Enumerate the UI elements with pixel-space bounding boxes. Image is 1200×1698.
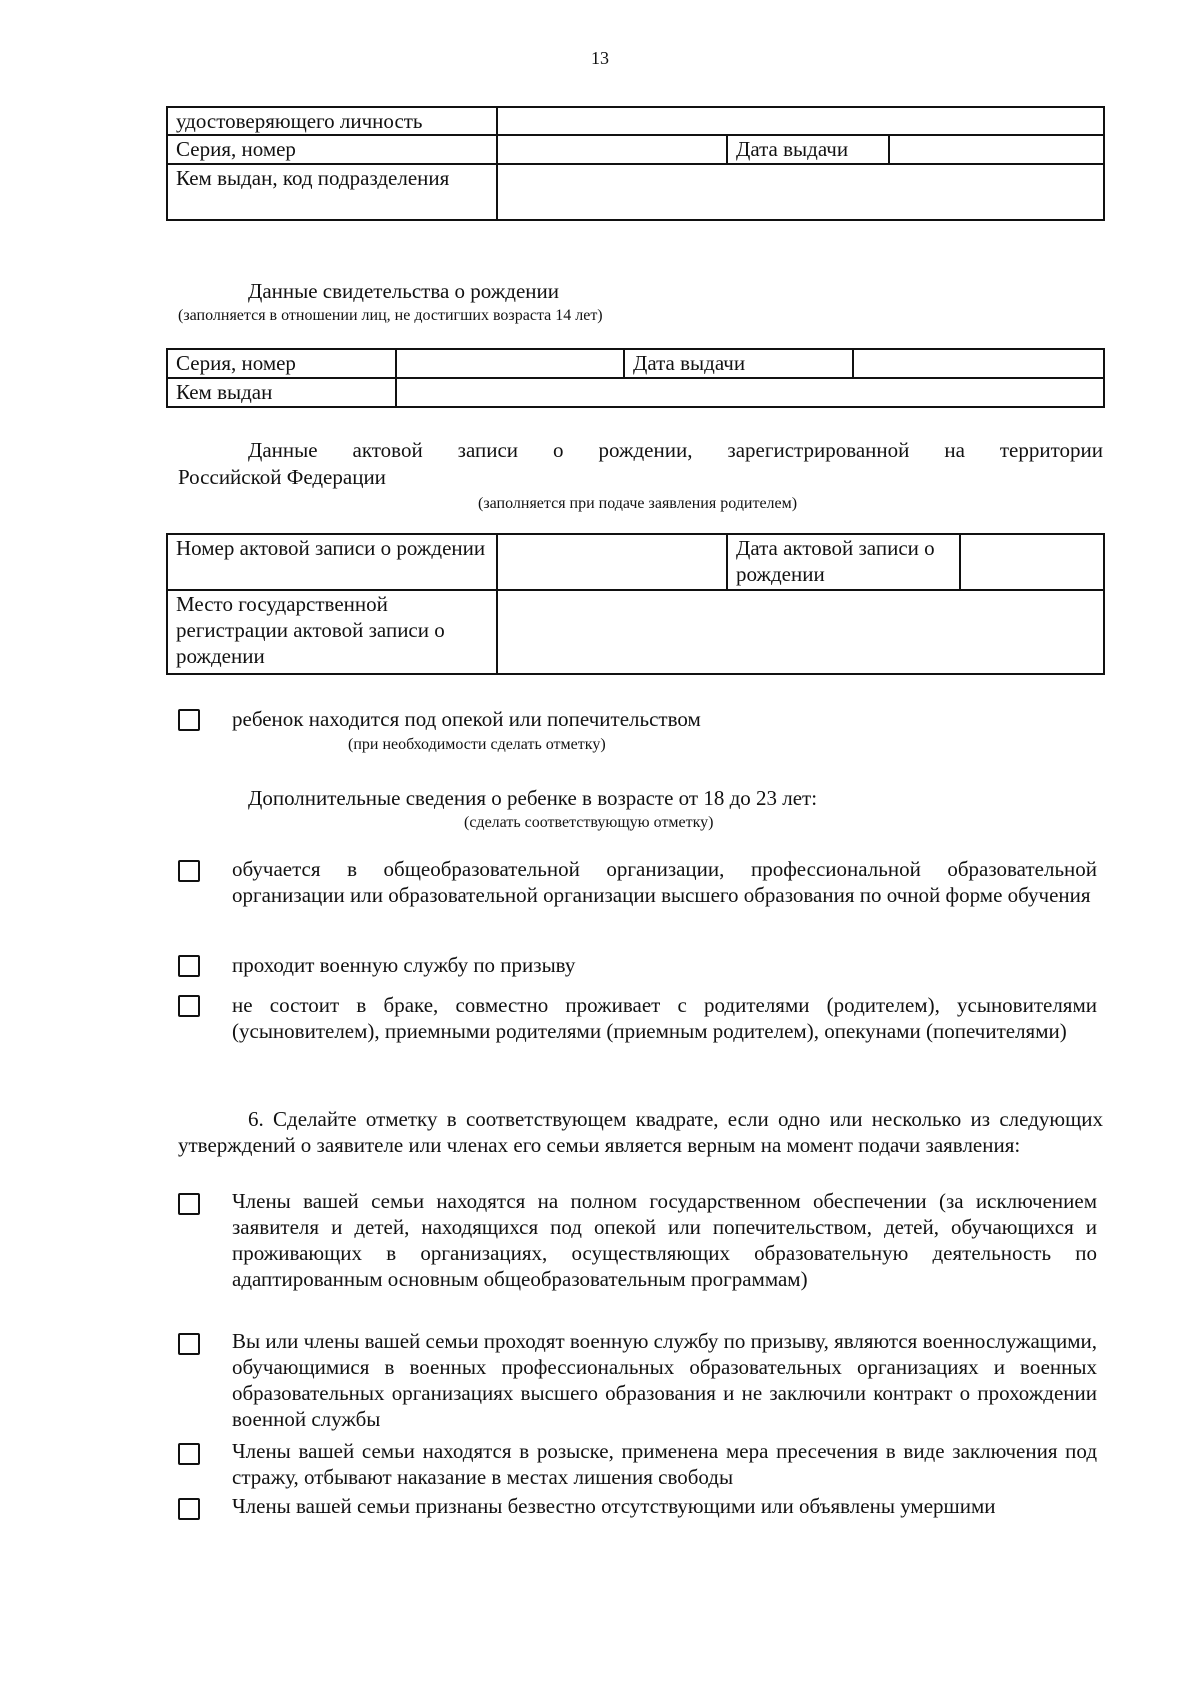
not-married-checkbox[interactable] <box>178 995 200 1017</box>
birth-record-number-value[interactable] <box>497 534 727 590</box>
birth-certificate-heading: Данные свидетельства о рождении <box>248 279 560 303</box>
birth-record-table <box>166 533 1105 675</box>
wanted-detained-checkbox[interactable] <box>178 1443 200 1465</box>
studying-checkbox[interactable] <box>178 860 200 882</box>
military-service-text: проходит военную службу по призыву <box>232 953 576 977</box>
state-support-checkbox[interactable] <box>178 1193 200 1215</box>
identity-date-value[interactable] <box>889 135 1104 164</box>
identity-document-table <box>166 106 1105 221</box>
birth-cert-series-value[interactable] <box>396 349 624 378</box>
birth-record-date-label: Дата актовой записи о рождении <box>727 534 960 590</box>
birth-cert-issued-value[interactable] <box>396 378 1104 407</box>
birth-record-number-label: Номер актовой записи о рождении <box>167 534 497 590</box>
birth-certificate-table <box>166 348 1105 408</box>
missing-deceased-text: Члены вашей семьи признаны безвестно отсутствующими или объявлены умершими <box>232 1494 996 1518</box>
birth-cert-series-label: Серия, номер <box>167 349 396 378</box>
wanted-detained-text: Члены вашей семьи находятся в розыске, применена мера пресечения в виде заключения под стражу, отбывают наказание в местах лишения свободы <box>232 1439 1097 1489</box>
identity-row1-label: удостоверяющего личность <box>167 107 497 135</box>
guardianship-checkbox[interactable] <box>178 709 200 731</box>
birth-record-note: (заполняется при подаче заявления родителем) <box>478 495 798 512</box>
missing-deceased-checkbox[interactable] <box>178 1498 200 1520</box>
birth-cert-issued-label: Кем выдан <box>167 378 396 407</box>
identity-issued-label: Кем выдан, код подразделения <box>167 164 497 220</box>
birth-cert-date-value[interactable] <box>853 349 1104 378</box>
additional-note: (сделать соответствующую отметку) <box>464 814 714 831</box>
identity-row1-value[interactable] <box>497 107 1104 135</box>
identity-date-label: Дата выдачи <box>727 135 889 164</box>
birth-certificate-note: (заполняется в отношении лиц, не достигших возраста 14 лет) <box>178 307 603 324</box>
birth-record-heading: Данные актовой записи о рождении, зарегистрированной на территории <box>248 438 1103 462</box>
state-support-text: Члены вашей семьи находятся на полном государственном обеспечении (за исключением заявителя и детей, находящихся под опекой или попечительством, детей, обучающихся и проживающих в организациях, осуществляющих образовательную деятельность по адаптированным основным общеобразовательным программам) <box>232 1189 1097 1291</box>
birth-record-place-label: Место государственной регистрации актовой записи о рождении <box>167 590 497 674</box>
guardianship-text: ребенок находится под опекой или попечительством <box>232 707 701 731</box>
identity-series-label: Серия, номер <box>167 135 497 164</box>
not-married-text: не состоит в браке, совместно проживает с родителями (родителем), усыновителями (усыновителем), приемными родителями (приемным родителем), опекунами (попечителями) <box>232 993 1097 1043</box>
military-members-text: Вы или члены вашей семьи проходят военную службу по призыву, являются военнослужащими, обучающимися в военных профессиональных образовательных организациях и военных образовательных организациях высшего образования и не заключили контракт о прохождении военной службы <box>232 1329 1097 1431</box>
page-number: 13 <box>591 48 609 68</box>
birth-cert-date-label: Дата выдачи <box>624 349 853 378</box>
birth-record-date-value[interactable] <box>960 534 1104 590</box>
identity-series-value[interactable] <box>497 135 727 164</box>
military-members-checkbox[interactable] <box>178 1333 200 1355</box>
identity-issued-value[interactable] <box>497 164 1104 220</box>
birth-record-place-value[interactable] <box>497 590 1104 674</box>
studying-text: обучается в общеобразовательной организации, профессиональной образовательной организации или образовательной организации высшего образования по очной форме обучения <box>232 857 1097 907</box>
additional-heading: Дополнительные сведения о ребенке в возрасте от 18 до 23 лет: <box>248 786 818 810</box>
birth-record-heading-line2: Российской Федерации <box>178 465 386 489</box>
military-service-checkbox[interactable] <box>178 955 200 977</box>
guardianship-note: (при необходимости сделать отметку) <box>348 736 606 753</box>
section6-intro: 6. Сделайте отметку в соответствующем квадрате, если одно или несколько из следующих утверждений о заявителе или членах его семьи является верным на момент подачи заявления: <box>178 1107 1103 1157</box>
